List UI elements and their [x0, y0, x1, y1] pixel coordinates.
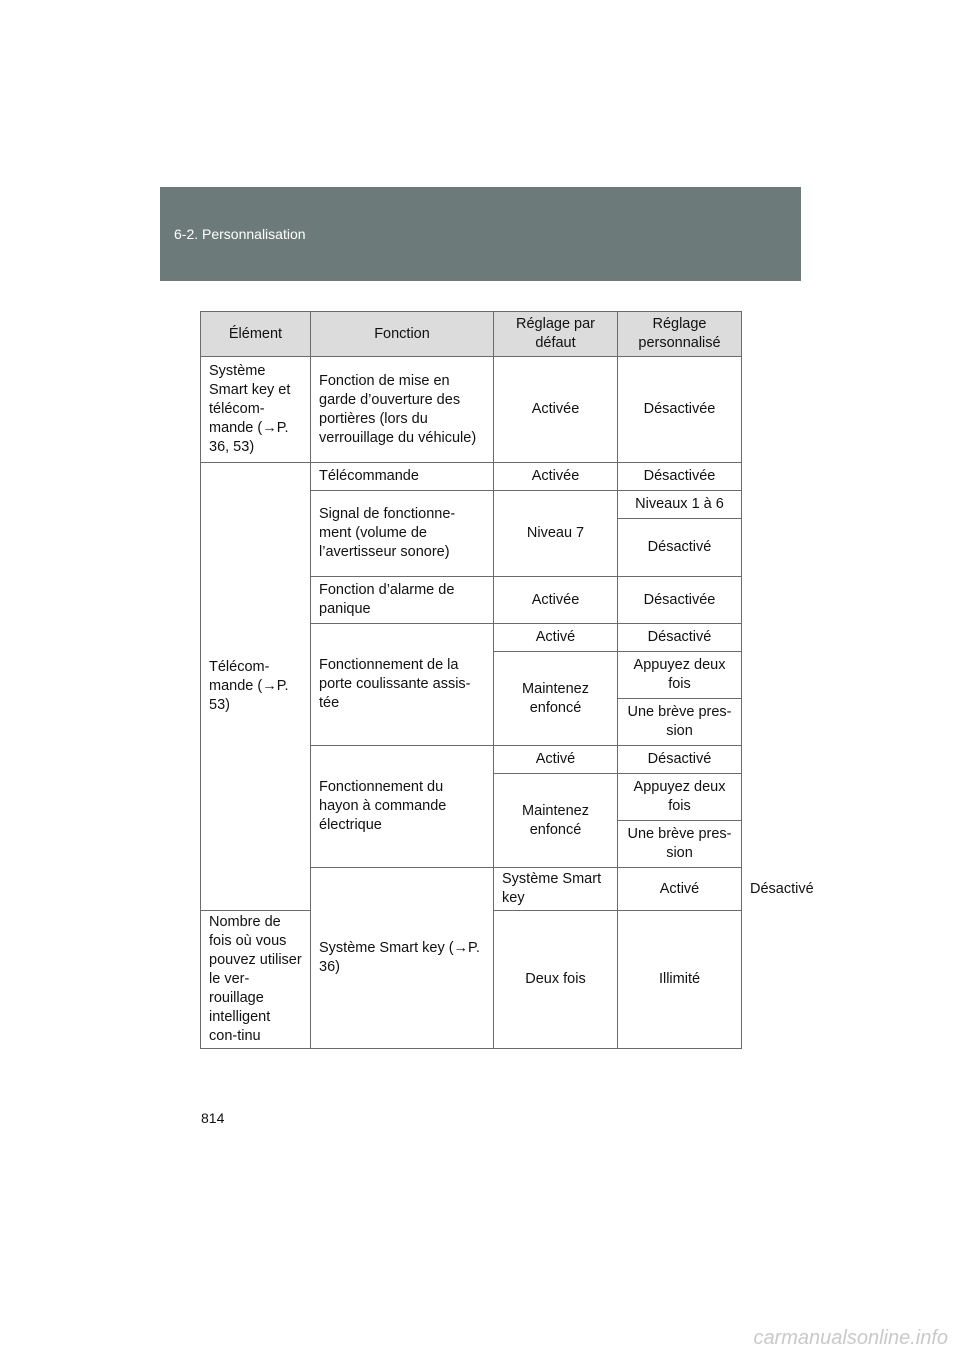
function-cell: Fonctionnement du hayon à commande électrique [311, 746, 494, 868]
custom-cell: Désactivé [618, 746, 742, 774]
function-cell: Fonction d’alarme de panique [311, 577, 494, 624]
element-cell: Système Smart key et télécom-mande (→P. 36, 53) [201, 357, 311, 463]
default-cell: Maintenez enfoncé [494, 774, 618, 868]
header-function: Fonction [311, 312, 494, 357]
default-cell: Activée [494, 577, 618, 624]
header-custom: Réglage personnalisé [618, 312, 742, 357]
default-cell: Activé [618, 868, 742, 911]
default-cell: Activé [494, 624, 618, 652]
watermark: carmanualsonline.info [753, 1327, 948, 1349]
custom-cell: Appuyez deux fois [618, 652, 742, 699]
function-cell: Signal de fonctionne-ment (volume de l’avertisseur sonore) [311, 491, 494, 577]
page-number: 814 [201, 1110, 225, 1126]
custom-cell: Une brève pres-sion [618, 821, 742, 868]
element-cell: Télécom-mande (→P. 53) [201, 463, 311, 911]
header-default: Réglage par défaut [494, 312, 618, 357]
table-row: Système Smart key (→P. 36) Système Smart key Activé Désactivé [201, 868, 742, 911]
function-cell: Système Smart key [494, 868, 618, 911]
element-cell: Système Smart key (→P. 36) [311, 868, 494, 1049]
default-cell: Activé [494, 746, 618, 774]
function-cell: Télécommande [311, 463, 494, 491]
table-row [201, 463, 742, 491]
custom-cell: Appuyez deux fois [618, 774, 742, 821]
custom-cell: Désactivée [618, 357, 742, 463]
function-cell: Fonctionnement de la porte coulissante assis-tée [311, 624, 494, 746]
header-element: Élément [201, 312, 311, 357]
table-row [201, 357, 742, 463]
default-cell: Deux fois [494, 911, 618, 1049]
custom-cell: Illimité [618, 911, 742, 1049]
custom-cell: Une brève pres-sion [618, 699, 742, 746]
default-cell: Activée [494, 463, 618, 491]
function-cell: Fonction de mise en garde d’ouverture des portières (lors du verrouillage du véhicule) [311, 357, 494, 463]
function-cell: Nombre de fois où vous pouvez utiliser le ver-rouillage intelligent con-tinu [201, 911, 311, 1049]
custom-cell: Désactivée [618, 577, 742, 624]
customization-table [200, 311, 814, 1049]
default-cell: Maintenez enfoncé [494, 652, 618, 746]
section-title: 6-2. Personnalisation [174, 226, 306, 242]
custom-cell: Niveaux 1 à 6 [618, 491, 742, 519]
default-cell: Activée [494, 357, 618, 463]
table-header-row [201, 312, 742, 357]
custom-cell: Désactivée [618, 463, 742, 491]
custom-cell: Désactivé [618, 519, 742, 577]
default-cell: Niveau 7 [494, 491, 618, 577]
custom-cell: Désactivé [618, 624, 742, 652]
